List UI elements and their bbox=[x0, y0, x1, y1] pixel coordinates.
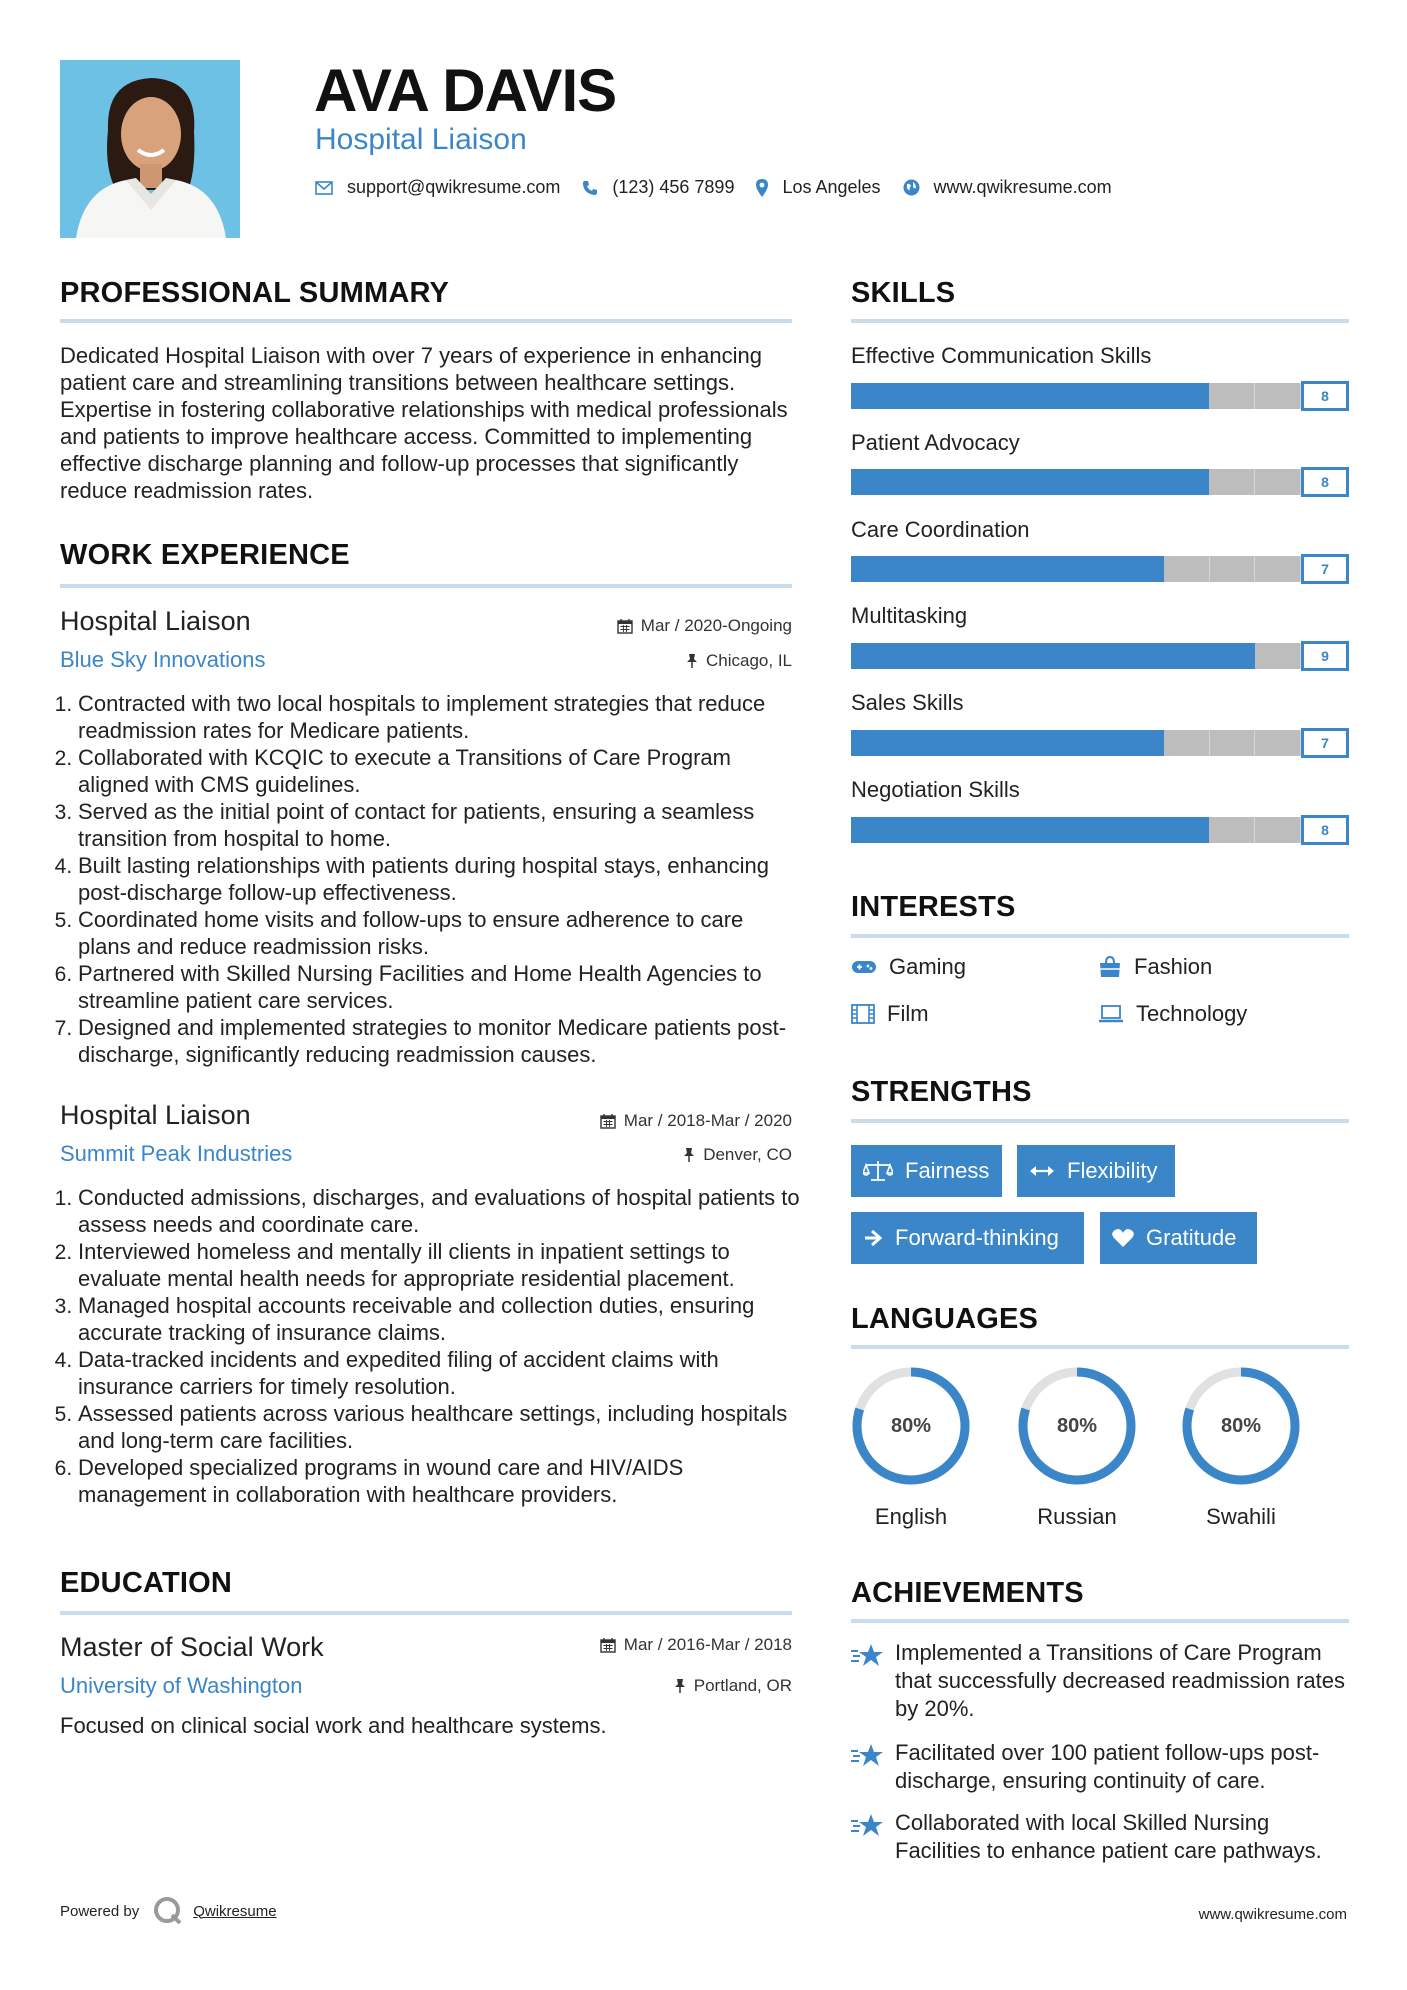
skill-bar-track bbox=[851, 556, 1301, 582]
interest-film bbox=[851, 1001, 929, 1027]
skill-bar-filled-segment bbox=[1030, 556, 1075, 582]
education-heading: EDUCATION bbox=[60, 1567, 233, 1599]
skill-rating-bar bbox=[851, 467, 1349, 497]
skill-bar-track bbox=[851, 469, 1301, 495]
language-percent: 80% bbox=[1220, 1415, 1262, 1437]
profile-photo bbox=[60, 60, 240, 238]
skill-label: Sales Skills bbox=[851, 690, 964, 715]
list-item: 3. Managed hospital accounts receivable and collection duties, ensuring accurate tracking of insurance claims. bbox=[78, 1292, 800, 1346]
skill-bar-empty-segment bbox=[1164, 730, 1210, 756]
skills-divider bbox=[851, 319, 1349, 323]
skill-bar-filled-segment bbox=[985, 730, 1030, 756]
language-percent: 80% bbox=[1056, 1415, 1098, 1437]
experience-heading: WORK EXPERIENCE bbox=[60, 539, 350, 571]
job-1-location-text: Chicago, IL bbox=[706, 651, 792, 670]
skill-label: Multitasking bbox=[851, 603, 968, 628]
education-description: Focused on clinical social work and healthcare systems. bbox=[60, 1713, 607, 1738]
skill-bar-track bbox=[851, 383, 1301, 409]
skill-bar-filled-segment bbox=[941, 469, 986, 495]
skill-bar-filled-segment bbox=[1075, 383, 1120, 409]
skill-bar-filled-segment bbox=[940, 556, 985, 582]
job-2-dates bbox=[600, 1111, 792, 1131]
laptop-icon bbox=[1098, 1005, 1124, 1023]
language-item bbox=[1179, 1364, 1303, 1544]
skill-bar-filled-segment bbox=[1165, 817, 1210, 843]
phone-icon bbox=[582, 180, 598, 196]
list-item: 4. Built lasting relationships with patients during hospital stays, enhancing post-discharge follow-up effectiveness. bbox=[78, 852, 800, 906]
candidate-name: AVA DAVIS bbox=[314, 57, 617, 124]
qwikresume-logo-icon bbox=[153, 1896, 183, 1926]
strength-label: Flexibility bbox=[1067, 1158, 1158, 1183]
achievements-divider bbox=[851, 1619, 1349, 1623]
skill-bar-empty-segment bbox=[1255, 730, 1301, 756]
skill-bar-filled-segment bbox=[851, 469, 896, 495]
achievement-text: Facilitated over 100 patient follow-ups post-discharge, ensuring continuity of care. bbox=[895, 1740, 1320, 1793]
skill-label: Negotiation Skills bbox=[851, 777, 1020, 802]
star-icon bbox=[851, 1643, 885, 1676]
interest-technology bbox=[1098, 1001, 1247, 1027]
job-1-dates bbox=[617, 616, 792, 636]
contact-website[interactable] bbox=[903, 177, 1112, 198]
skill-bar-filled-segment bbox=[1120, 817, 1165, 843]
language-name: Russian bbox=[1037, 1504, 1117, 1529]
balance-scale-icon bbox=[863, 1160, 893, 1182]
strength-flexibility bbox=[1017, 1145, 1175, 1197]
strength-fairness bbox=[851, 1145, 1002, 1197]
envelope-icon bbox=[315, 181, 333, 195]
achievement-text: Collaborated with local Skilled Nursing Facilities to enhance patient care pathways. bbox=[895, 1810, 1322, 1863]
star-icon bbox=[851, 1813, 885, 1846]
skill-bar-filled-segment bbox=[851, 383, 896, 409]
language-name: English bbox=[874, 1504, 948, 1529]
skill-rating-bar bbox=[851, 728, 1349, 758]
skill-bar-filled-segment bbox=[985, 556, 1030, 582]
skill-bar-track bbox=[851, 730, 1301, 756]
job-1-title: Hospital Liaison bbox=[60, 606, 251, 636]
job-1-location bbox=[686, 651, 792, 671]
job-2-location-text: Denver, CO bbox=[703, 1145, 792, 1164]
skill-bar-filled-segment bbox=[1165, 383, 1210, 409]
list-item: 7. Designed and implemented strategies to monitor Medicare patients post-discharge, significantly reducing readmission causes. bbox=[78, 1014, 800, 1068]
job-2-location bbox=[683, 1145, 792, 1165]
language-item bbox=[1015, 1364, 1139, 1544]
list-item: 1. Conducted admissions, discharges, and evaluations of hospital patients to assess needs and coordinate care. bbox=[78, 1184, 800, 1238]
job-2-company: Summit Peak Industries bbox=[60, 1141, 293, 1166]
skill-label: Patient Advocacy bbox=[851, 430, 1020, 455]
location-text: Los Angeles bbox=[782, 177, 881, 197]
job-1-dates-text: Mar / 2020-Ongoing bbox=[640, 616, 792, 635]
contact-bar bbox=[315, 177, 1134, 198]
skill-bar-filled-segment bbox=[896, 556, 941, 582]
list-item: 6. Partnered with Skilled Nursing Facilities and Home Health Agencies to streamline patient care services. bbox=[78, 960, 800, 1014]
skill-bar-filled-segment bbox=[1031, 643, 1076, 669]
skill-bar-filled-segment bbox=[1120, 643, 1165, 669]
skill-label: Effective Communication Skills bbox=[851, 343, 1152, 368]
skill-level-badge: 9 bbox=[1301, 641, 1349, 671]
skill-bar-filled-segment bbox=[1030, 817, 1075, 843]
calendar-icon bbox=[600, 1637, 616, 1653]
skill-bar-filled-segment bbox=[1119, 556, 1164, 582]
list-item: 2. Interviewed homeless and mentally ill clients in inpatient settings to evaluate mental health needs for appropriate residential placement. bbox=[78, 1238, 800, 1292]
skill-level-badge: 7 bbox=[1301, 728, 1349, 758]
skill-bar-filled-segment bbox=[851, 556, 896, 582]
interest-gaming bbox=[851, 954, 966, 980]
skill-bar-filled-segment bbox=[986, 643, 1031, 669]
pushpin-icon bbox=[686, 653, 698, 669]
skill-bar-empty-segment bbox=[1209, 383, 1255, 409]
languages-heading: LANGUAGES bbox=[851, 1303, 1039, 1335]
skill-bar-filled-segment bbox=[851, 817, 896, 843]
job-1-company: Blue Sky Innovations bbox=[60, 647, 266, 672]
list-item: 2. Collaborated with KCQIC to execute a Transitions of Care Program aligned with CMS guidelines. bbox=[78, 744, 800, 798]
skill-bar-empty-segment bbox=[1164, 556, 1210, 582]
skill-bar-filled-segment bbox=[1076, 643, 1121, 669]
job-1-duties bbox=[60, 690, 800, 1068]
skill-bar-track bbox=[851, 643, 1301, 669]
education-dates bbox=[600, 1635, 792, 1655]
education-location-text: Portland, OR bbox=[693, 1676, 792, 1695]
arrow-right-icon bbox=[863, 1228, 883, 1248]
strengths-heading: STRENGTHS bbox=[851, 1076, 1032, 1108]
interests-heading: INTERESTS bbox=[851, 891, 1016, 923]
experience-divider bbox=[60, 584, 792, 588]
skill-bar-filled-segment bbox=[851, 730, 896, 756]
skill-level-badge: 7 bbox=[1301, 554, 1349, 584]
skill-bar-track bbox=[851, 817, 1301, 843]
skill-bar-filled-segment bbox=[1075, 556, 1120, 582]
list-item: 1. Contracted with two local hospitals to implement strategies that reduce readmission rates for Medicare patients. bbox=[78, 690, 800, 744]
language-percent: 80% bbox=[890, 1415, 932, 1437]
strength-label: Forward-thinking bbox=[895, 1225, 1059, 1250]
skill-bar-filled-segment bbox=[1075, 730, 1120, 756]
summary-heading: PROFESSIONAL SUMMARY bbox=[60, 277, 450, 309]
contact-email[interactable] bbox=[315, 177, 560, 198]
skill-rating-bar bbox=[851, 554, 1349, 584]
strength-forward-thinking bbox=[851, 1212, 1084, 1264]
skill-bar-filled-segment bbox=[941, 817, 986, 843]
candidate-title: Hospital Liaison bbox=[315, 123, 527, 156]
skill-bar-filled-segment bbox=[1119, 730, 1164, 756]
skills-heading: SKILLS bbox=[851, 277, 956, 309]
powered-by-text: Powered by bbox=[60, 1902, 140, 1920]
achievement-item bbox=[851, 1739, 1351, 1799]
strength-label: Gratitude bbox=[1146, 1225, 1237, 1250]
skill-bar-filled-segment bbox=[1165, 469, 1210, 495]
skill-level-badge: 8 bbox=[1301, 815, 1349, 845]
calendar-icon bbox=[600, 1113, 616, 1129]
skill-rating-bar bbox=[851, 815, 1349, 845]
language-item bbox=[849, 1364, 973, 1544]
education-divider bbox=[60, 1611, 792, 1615]
brand-link[interactable]: Qwikresume bbox=[193, 1902, 277, 1920]
arrows-horizontal-icon bbox=[1029, 1164, 1055, 1178]
skill-bar-empty-segment bbox=[1210, 556, 1256, 582]
achievements-heading: ACHIEVEMENTS bbox=[851, 1577, 1084, 1609]
phone-text: (123) 456 7899 bbox=[612, 177, 735, 197]
list-item: 3. Served as the initial point of contact for patients, ensuring a seamless transition from hospital to home. bbox=[78, 798, 800, 852]
film-icon bbox=[851, 1004, 875, 1024]
email-text: support@qwikresume.com bbox=[347, 177, 561, 197]
list-item: 4. Data-tracked incidents and expedited filing of accident claims with insurance carriers for timely resolution. bbox=[78, 1346, 800, 1400]
job-2-dates-text: Mar / 2018-Mar / 2020 bbox=[623, 1111, 792, 1130]
skill-bar-filled-segment bbox=[851, 643, 896, 669]
list-item: 5. Coordinated home visits and follow-ups to ensure adherence to care plans and reduce readmission risks. bbox=[78, 906, 800, 960]
profile-photo-illustration bbox=[60, 60, 240, 238]
skill-rating-bar bbox=[851, 641, 1349, 671]
calendar-icon bbox=[617, 618, 633, 634]
skill-bar-empty-segment bbox=[1210, 730, 1256, 756]
skill-bar-filled-segment bbox=[896, 643, 941, 669]
skill-bar-empty-segment bbox=[1255, 817, 1301, 843]
strength-label: Fairness bbox=[905, 1158, 990, 1183]
skill-bar-filled-segment bbox=[1120, 469, 1165, 495]
interest-label: Technology bbox=[1136, 1001, 1248, 1026]
interest-label: Fashion bbox=[1134, 954, 1213, 979]
summary-divider bbox=[60, 319, 792, 323]
strength-gratitude bbox=[1100, 1212, 1257, 1264]
skill-bar-filled-segment bbox=[1030, 469, 1075, 495]
interest-label: Gaming bbox=[889, 954, 967, 979]
footer-powered-by bbox=[60, 1896, 277, 1926]
education-dates-text: Mar / 2016-Mar / 2018 bbox=[623, 1635, 792, 1654]
skill-bar-empty-segment bbox=[1255, 556, 1301, 582]
skill-bar-filled-segment bbox=[896, 730, 941, 756]
list-item: 6. Developed specialized programs in wound care and HIV/AIDS management in collaboration with healthcare providers. bbox=[78, 1454, 800, 1508]
skill-level-badge: 8 bbox=[1301, 467, 1349, 497]
skill-bar-empty-segment bbox=[1255, 469, 1301, 495]
job-2-duties bbox=[60, 1184, 800, 1508]
website-text: www.qwikresume.com bbox=[933, 177, 1112, 197]
skill-bar-filled-segment bbox=[941, 383, 986, 409]
skill-bar-filled-segment bbox=[1210, 643, 1255, 669]
skill-bar-filled-segment bbox=[941, 643, 986, 669]
skill-bar-filled-segment bbox=[985, 817, 1030, 843]
skill-bar-filled-segment bbox=[896, 817, 941, 843]
skill-bar-filled-segment bbox=[896, 469, 941, 495]
map-marker-icon bbox=[756, 179, 768, 197]
skill-bar-filled-segment bbox=[1030, 383, 1075, 409]
skill-rating-bar bbox=[851, 381, 1349, 411]
language-name: Swahili bbox=[1206, 1504, 1276, 1529]
heart-icon bbox=[1112, 1228, 1134, 1248]
skill-bar-filled-segment bbox=[985, 469, 1030, 495]
skill-bar-filled-segment bbox=[1075, 817, 1120, 843]
pushpin-icon bbox=[674, 1678, 686, 1694]
achievement-item bbox=[851, 1639, 1351, 1729]
footer-website[interactable]: www.qwikresume.com bbox=[1198, 1906, 1347, 1923]
skill-bar-empty-segment bbox=[1209, 469, 1255, 495]
languages-divider bbox=[851, 1345, 1349, 1349]
skill-bar-filled-segment bbox=[1165, 643, 1210, 669]
achievement-item bbox=[851, 1809, 1351, 1869]
skill-bar-filled-segment bbox=[985, 383, 1030, 409]
globe-icon bbox=[903, 179, 920, 196]
education-degree: Master of Social Work bbox=[60, 1632, 324, 1662]
job-2-title: Hospital Liaison bbox=[60, 1100, 251, 1130]
interest-fashion bbox=[1098, 954, 1212, 980]
education-location bbox=[674, 1676, 792, 1696]
pushpin-icon bbox=[683, 1147, 695, 1163]
skill-bar-empty-segment bbox=[1209, 817, 1255, 843]
skill-level-badge: 8 bbox=[1301, 381, 1349, 411]
achievement-text: Implemented a Transitions of Care Program that successfully decreased readmission rates by 20%. bbox=[895, 1640, 1345, 1721]
list-item: 5. Assessed patients across various healthcare settings, including hospitals and long-term care facilities. bbox=[78, 1400, 800, 1454]
skill-bar-filled-segment bbox=[1120, 383, 1165, 409]
summary-text: Dedicated Hospital Liaison with over 7 years of experience in enhancing patient care and streamlining transitions between healthcare settings. Expertise in fostering collaborative relationships with medical professionals and patients to improve healthcare access. Committed to implementing effective discharge planning and follow-up processes that significantly reduce readmission rates. bbox=[60, 343, 788, 503]
skill-bar-empty-segment bbox=[1255, 383, 1301, 409]
education-school: University of Washington bbox=[60, 1673, 303, 1698]
contact-phone[interactable] bbox=[582, 177, 734, 198]
skill-bar-filled-segment bbox=[1075, 469, 1120, 495]
interests-divider bbox=[851, 934, 1349, 938]
skill-bar-filled-segment bbox=[896, 383, 941, 409]
interest-label: Film bbox=[887, 1001, 929, 1026]
skill-bar-filled-segment bbox=[1030, 730, 1075, 756]
skill-bar-filled-segment bbox=[940, 730, 985, 756]
star-icon bbox=[851, 1743, 885, 1776]
skill-label: Care Coordination bbox=[851, 517, 1030, 542]
contact-location bbox=[756, 177, 880, 198]
skill-bar-empty-segment bbox=[1255, 643, 1301, 669]
shopping-bag-icon bbox=[1098, 956, 1122, 978]
gamepad-icon bbox=[851, 959, 877, 975]
strengths-divider bbox=[851, 1119, 1349, 1123]
